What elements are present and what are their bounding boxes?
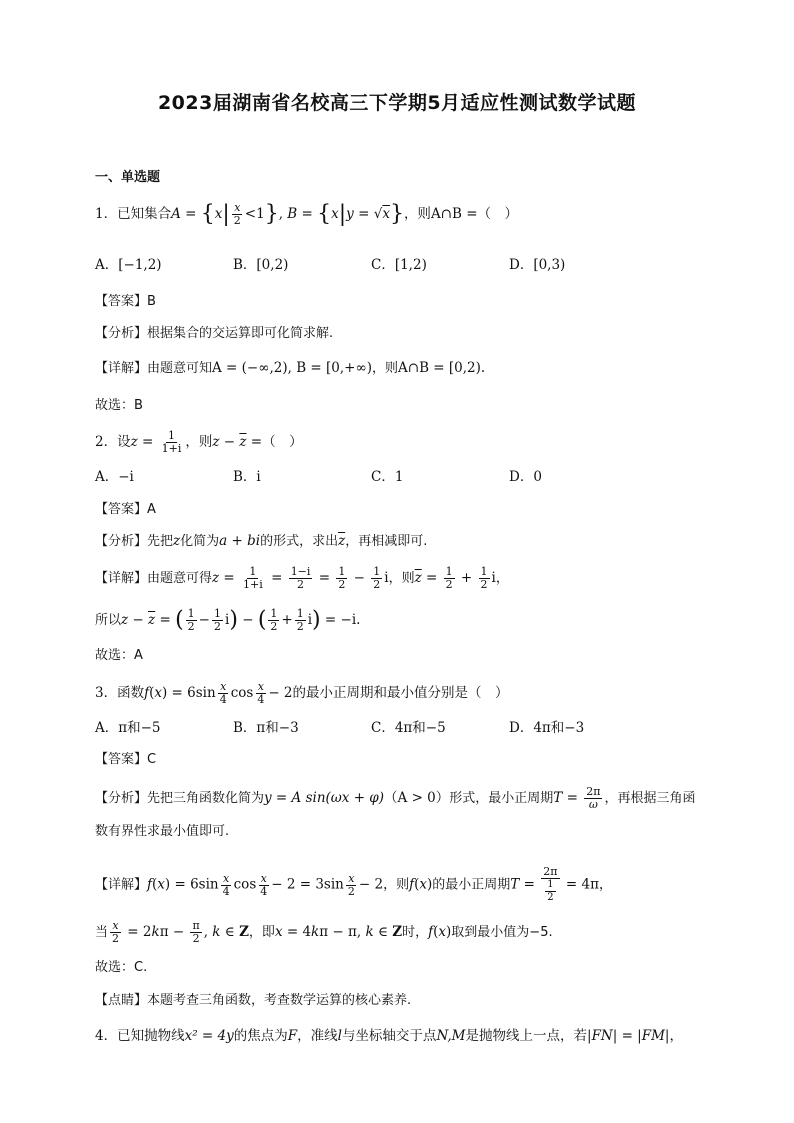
question-3-option-d: D．4π和−3 (509, 720, 585, 736)
question-1-stem: 1．已知集合A = {x| $\frac{x}{2}$ <1}, B = {x|y = √x}，则A∩B =（ ） (95, 201, 519, 227)
question-3-choice: 故选：C. (95, 960, 148, 975)
question-1-option-b: B．[0,2) (233, 257, 289, 273)
question-2-option-c: C．1 (371, 469, 404, 485)
question-2-answer: 【答案】A (95, 502, 156, 517)
question-1-choice: 故选：B (95, 398, 143, 413)
question-1-analysis: 【分析】根据集合的交运算即可化简求解. (95, 326, 334, 341)
question-2-option-d: D．0 (509, 469, 542, 485)
question-2-option-b: B．i (233, 469, 261, 485)
question-1-option-d: D．[0,3) (509, 257, 566, 273)
question-3-detail-continued: 当 $\frac{x}{2}$ = 2kπ − $\frac{\pi}{2}$ , k ∈ Z，即x = 4kπ − π, k ∈ Z时，f(x)取到最小值为−5. (95, 919, 553, 945)
question-4-stem: 4．已知抛物线x² = 4y的焦点为F，准线l与坐标轴交于点N,M是抛物线上一点，若|FN| = |FM|， (95, 1028, 683, 1044)
question-2-detail: 【详解】由题意可得z = $\frac{1}{1+i}$ = $\frac{1-i}{2}$ = $\frac{1}{2}$ − $\frac{1}{2}$ i，则$\overline{z}$ = $\frac{1}{2}$ + $\frac{1}{2}$ i， (95, 565, 509, 591)
question-1-option-c: C．[1,2) (371, 257, 427, 273)
question-2-analysis: 【分析】先把z化简为a + bi的形式，求出$\overline{z}$，再相减即可. (95, 533, 428, 549)
question-3-option-c: C．4π和−5 (371, 720, 446, 736)
question-1-option-a: A．[−1,2) (95, 257, 162, 273)
question-1-answer: 【答案】B (95, 294, 156, 309)
question-3-detail: 【详解】f(x) = 6sin $\frac{x}{4}$ cos $\frac{x}{4}$ − 2 = 3sin $\frac{x}{2}$ − 2，则f(x)的最小正周期T = $\frac{2\pi}{\frac{1}{2}}$ = 4π， (95, 865, 612, 903)
question-2-option-a: A．−i (95, 469, 134, 485)
question-3-analysis-continued: 数有界性求最小值即可. (95, 824, 230, 839)
question-1-detail: 【详解】由题意可知A = (−∞,2), B = [0,+∞)，则A∩B = [0,2). (95, 360, 486, 376)
section-heading: 一、单选题 (95, 170, 161, 185)
question-3-answer: 【答案】C (95, 752, 157, 767)
question-3-option-a: A．π和−5 (95, 720, 161, 736)
question-3-option-b: B．π和−3 (233, 720, 299, 736)
question-3-stem: 3．函数f(x) = 6sin $\frac{x}{4}$ cos $\frac{x}{4}$ − 2的最小正周期和最小值分别是（ ） (95, 680, 509, 706)
question-2-stem: 2．设z = $\frac{1}{1+i}$ ，则$z - \overline{z}$ =（ ） (95, 429, 303, 455)
question-2-conclusion: 所以$z - \overline{z}$ = ( $\frac{1}{2}$ − $\frac{1}{2}$ i) − ( $\frac{1}{2}$ + $\frac{1}{2}$ i) = −i. (95, 607, 361, 633)
question-3-comment: 【点睛】本题考查三角函数，考查数学运算的核心素养. (95, 993, 412, 1008)
question-3-analysis: 【分析】先把三角函数化简为y = A sin(ωx + φ)（A > 0）形式，最小正周期T = $\frac{2\pi}{\omega}$ ，再根据三角函 (95, 785, 696, 811)
page-title: 2023届湖南省名校高三下学期5月适应性测试数学试题 (157, 92, 637, 114)
question-2-choice: 故选：A (95, 648, 143, 663)
